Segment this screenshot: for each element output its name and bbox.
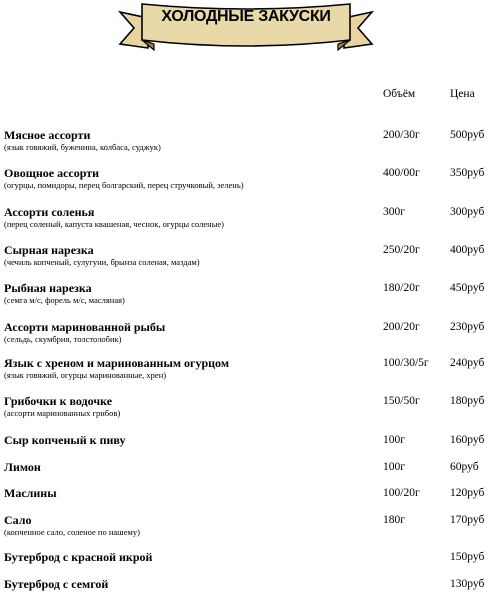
menu-item (4, 205, 494, 230)
item-price: 170руб (450, 514, 485, 526)
menu-item (4, 166, 494, 191)
item-volume: 150/50г (383, 395, 420, 407)
item-description: (копченное сало, соленое по нашему) (4, 527, 140, 537)
item-name: Мясное ассорти (4, 128, 91, 142)
item-description: (язык говяжий, огурцы маринованные, хрен) (4, 370, 167, 380)
item-price: 450руб (450, 282, 485, 294)
menu-item (4, 243, 494, 268)
item-volume: 180г (383, 514, 405, 526)
menu-item (4, 320, 494, 345)
item-volume: 200/30г (383, 129, 420, 141)
item-description: (ассорти маринованных грибов) (4, 408, 121, 418)
item-price: 240руб (450, 357, 485, 369)
item-name: Сало (4, 513, 32, 527)
item-volume: 180/20г (383, 282, 420, 294)
item-name: Сыр копченый к пиву (4, 433, 126, 447)
column-header-price: Цена (450, 88, 475, 100)
item-name: Рыбная нарезка (4, 281, 92, 295)
item-name: Грибочки к водочке (4, 394, 113, 408)
item-volume: 100г (383, 461, 405, 473)
item-volume: 300г (383, 206, 405, 218)
item-price: 500руб (450, 129, 485, 141)
item-price: 300руб (450, 206, 485, 218)
item-volume: 100/30/5г (383, 357, 429, 369)
menu-item (4, 281, 494, 306)
item-volume: 200/20г (383, 321, 420, 333)
item-description: (язык говяжий, буженина, колбаса, суджук) (4, 142, 161, 152)
menu-item (4, 550, 494, 564)
item-price: 230руб (450, 321, 485, 333)
menu-item (4, 513, 494, 538)
menu-item (4, 577, 494, 591)
item-name: Овощное ассорти (4, 166, 100, 180)
item-name: Сырная нарезка (4, 243, 94, 257)
item-name: Ассорти соленья (4, 205, 95, 219)
item-volume: 250/20г (383, 244, 420, 256)
item-name: Бутерброд с семгой (4, 577, 109, 591)
column-header-volume: Объём (383, 88, 416, 100)
item-name: Маслины (4, 486, 57, 500)
item-name: Язык с хреном и маринованным огурцом (4, 356, 229, 370)
item-price: 400руб (450, 244, 485, 256)
menu-item (4, 460, 494, 474)
menu-item (4, 433, 494, 447)
item-description: (сельдь, скумбрия, толстолобик) (4, 334, 122, 344)
item-description: (перец соленый, капуста квашеная, чеснок, огурцы соленые) (4, 219, 225, 229)
item-price: 60руб (450, 461, 479, 473)
item-volume: 100/20г (383, 487, 420, 499)
menu-item (4, 356, 494, 381)
item-price: 150руб (450, 551, 485, 563)
item-name: Ассорти маринованной рыбы (4, 320, 166, 334)
item-price: 180руб (450, 395, 485, 407)
menu-item (4, 128, 494, 153)
menu-title: ХОЛОДНЫЕ ЗАКУСКИ (161, 8, 331, 25)
menu-item (4, 394, 494, 419)
item-price: 350руб (450, 167, 485, 179)
title-banner (118, 0, 374, 56)
item-price: 120руб (450, 487, 485, 499)
menu-item (4, 486, 494, 500)
item-name: Бутерброд с красной икрой (4, 550, 153, 564)
item-description: (огурцы, помидоры, перец болгарский, перец стручковый, зелень) (4, 180, 244, 190)
item-description: (семга м/с, форель м/с, масляная) (4, 295, 125, 305)
item-name: Лимон (4, 460, 41, 474)
item-price: 160руб (450, 434, 485, 446)
item-price: 130руб (450, 578, 485, 590)
item-description: (чечиль копченый, сулугуни, брынза соленая, маздам) (4, 257, 200, 267)
item-volume: 100г (383, 434, 405, 446)
item-volume: 400/00г (383, 167, 420, 179)
